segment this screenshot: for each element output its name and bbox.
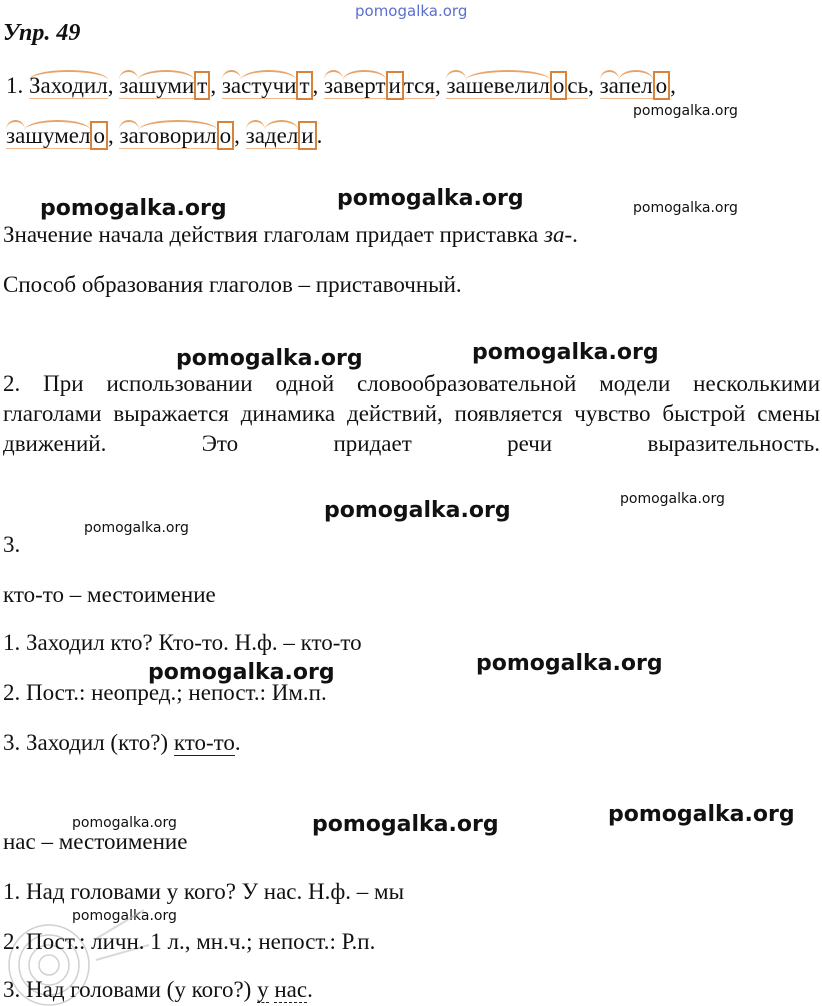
prefix-mark: за bbox=[119, 70, 138, 98]
root-mark: верт bbox=[343, 70, 385, 98]
root-mark: шевелил bbox=[466, 70, 550, 98]
part1-number: 1. bbox=[6, 73, 24, 98]
ending-box: о bbox=[653, 71, 671, 100]
root-mark: Заходил bbox=[29, 70, 108, 98]
prefix-mark: за bbox=[119, 120, 138, 148]
watermark: pomogalka.org bbox=[148, 660, 335, 685]
word1-step1: 1. Заходил кто? Кто-то. Н.ф. – кто-то bbox=[3, 630, 362, 655]
word1-title: кто-то – местоимение bbox=[3, 582, 216, 607]
watermark: pomogalka.org bbox=[476, 651, 663, 676]
verb-word bbox=[324, 73, 435, 99]
watermark: pomogalka.org bbox=[40, 196, 227, 221]
ending-box: о bbox=[550, 71, 568, 100]
prefix-mark: за bbox=[246, 120, 265, 148]
watermark: pomogalka.org bbox=[312, 812, 499, 837]
watermark: pomogalka.org bbox=[337, 186, 524, 211]
part2-paragraph: 2. При использовании одной словообразовательной модели несколькими глаголами выражается динамика действий, появляется чувство быстрой смены движений. Это придает речи выразительность. bbox=[3, 371, 820, 456]
prefix-mark: за bbox=[6, 120, 25, 148]
watermark: pomogalka.org bbox=[608, 802, 795, 827]
watermark: pomogalka.org bbox=[72, 815, 177, 831]
meaning-sentence: Значение начала действия глаголам придает приставка за-. bbox=[3, 222, 578, 247]
word1-step3: 3. Заходил (кто?) кто-то. bbox=[3, 730, 241, 755]
watermark: pomogalka.org bbox=[633, 200, 738, 216]
separator: , bbox=[107, 73, 120, 98]
root-mark: стучи bbox=[241, 70, 296, 98]
word1-step2: 2. Пост.: неопред.; непост.: Им.п. bbox=[3, 680, 327, 705]
object-underlined: нас bbox=[274, 977, 308, 1002]
root-mark: пел bbox=[619, 70, 653, 98]
root-mark: шуми bbox=[138, 70, 194, 98]
ending-box: и bbox=[298, 121, 316, 150]
prefix-mark: за bbox=[222, 70, 241, 98]
word2-step2: 2. Пост.: личн. 1 л., мн.ч.; непост.: Р.п. bbox=[3, 929, 376, 954]
separator: , bbox=[670, 73, 676, 98]
verb-word bbox=[446, 73, 588, 99]
part3-number: 3. bbox=[3, 532, 21, 557]
verb-word bbox=[246, 123, 317, 149]
verb-word bbox=[119, 123, 234, 149]
ending-box: о bbox=[217, 121, 235, 150]
verb-word bbox=[6, 123, 108, 149]
exercise-heading: Упр. 49 bbox=[3, 20, 81, 46]
preposition-underlined: у bbox=[257, 977, 269, 1002]
separator: . bbox=[316, 123, 323, 148]
ending-box: т bbox=[296, 71, 312, 100]
separator: , bbox=[234, 123, 246, 148]
subject-underlined: кто-то bbox=[173, 730, 235, 755]
root-mark: говорил bbox=[139, 120, 217, 148]
verb-word bbox=[222, 73, 313, 99]
formation-method: Способ образования глаголов – приставочный. bbox=[3, 272, 462, 297]
ending-box: т bbox=[194, 71, 210, 100]
verb-list-line2 bbox=[6, 123, 322, 149]
word2-step1: 1. Над головами у кого? У нас. Н.ф. – мы bbox=[3, 879, 405, 904]
verb-word bbox=[29, 73, 108, 99]
word2-step3: 3. Над головами (у кого?) у нас. bbox=[3, 977, 313, 1002]
watermark: pomogalka.org bbox=[620, 491, 725, 507]
postfix: сь bbox=[567, 73, 589, 98]
separator: , bbox=[107, 123, 120, 148]
part1-line2 bbox=[6, 122, 322, 150]
root-mark: дел bbox=[265, 120, 298, 148]
separator: , bbox=[588, 73, 600, 98]
prefix-mark: за bbox=[324, 70, 343, 98]
postfix: тся bbox=[403, 73, 435, 98]
separator: , bbox=[434, 73, 447, 98]
watermark: pomogalka.org bbox=[472, 340, 659, 365]
watermark-top: pomogalka.org bbox=[355, 2, 468, 20]
part1-line1 bbox=[6, 72, 676, 100]
prefix-mark: за bbox=[446, 70, 465, 98]
separator: , bbox=[210, 73, 222, 98]
root-mark: шумел bbox=[25, 120, 90, 148]
separator: , bbox=[312, 73, 325, 98]
watermark: pomogalka.org bbox=[72, 908, 177, 924]
ending-box: о bbox=[90, 121, 108, 150]
prefix-mark: за bbox=[600, 70, 619, 98]
ending-box: и bbox=[386, 71, 404, 100]
watermark: pomogalka.org bbox=[84, 520, 189, 536]
verb-word bbox=[119, 73, 210, 99]
word2-title: нас – местоимение bbox=[3, 829, 188, 854]
watermark: pomogalka.org bbox=[324, 498, 511, 523]
prefix-za: за bbox=[544, 222, 565, 247]
watermark: pomogalka.org bbox=[176, 346, 363, 371]
watermark: pomogalka.org bbox=[633, 103, 738, 119]
verb-list-line1 bbox=[29, 73, 676, 99]
verb-word bbox=[600, 73, 671, 99]
